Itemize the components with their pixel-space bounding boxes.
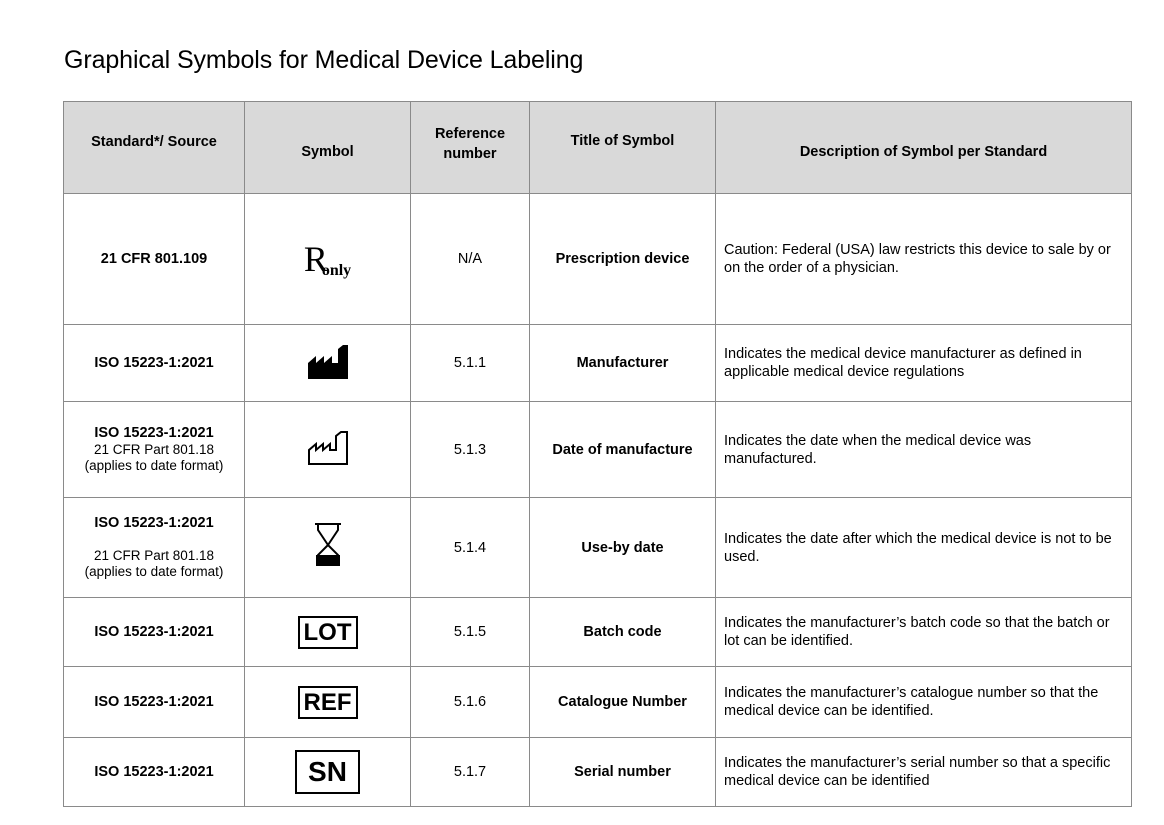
row-title: Use-by date [530, 498, 716, 598]
table-row [64, 598, 1132, 667]
row-source: ISO 15223-1:2021 [64, 598, 245, 667]
row-reference: 5.1.1 [411, 325, 530, 402]
table-row [64, 194, 1132, 325]
symbols-table [63, 101, 1132, 807]
row-title: Catalogue Number [530, 667, 716, 738]
row-source: 21 CFR 801.109 [64, 194, 245, 325]
row-description: Caution: Federal (USA) law restricts this device to sale by or on the order of a physician. [716, 194, 1132, 325]
row-description: Indicates the date after which the medical device is not to be used. [716, 498, 1132, 598]
sn-icon: SN [295, 750, 360, 794]
page-title: Graphical Symbols for Medical Device Labeling [64, 46, 584, 74]
row-symbol [245, 402, 411, 498]
row-symbol [245, 667, 411, 738]
row-source: ISO 15223-1:2021 21 CFR Part 801.18 (applies to date format) [64, 498, 245, 598]
row-description: Indicates the date when the medical device was manufactured. [716, 402, 1132, 498]
row-source: ISO 15223-1:2021 [64, 325, 245, 402]
lot-icon: LOT [298, 616, 358, 649]
row-title: Date of manufacture [530, 402, 716, 498]
row-description: Indicates the manufacturer’s serial number so that a specific medical device can be identified [716, 738, 1132, 807]
row-symbol [245, 194, 411, 325]
header-reference: Reference number [411, 102, 530, 194]
row-reference: 5.1.6 [411, 667, 530, 738]
row-title: Serial number [530, 738, 716, 807]
header-row [64, 102, 1132, 194]
header-title: Title of Symbol [530, 102, 716, 194]
rx-only-icon: Ronly [303, 239, 352, 279]
row-source: ISO 15223-1:2021 [64, 738, 245, 807]
row-symbol [245, 325, 411, 402]
row-source: ISO 15223-1:2021 21 CFR Part 801.18 (applies to date format) [64, 402, 245, 498]
header-symbol: Symbol [245, 102, 411, 194]
row-title: Prescription device [530, 194, 716, 325]
row-symbol [245, 738, 411, 807]
row-title: Batch code [530, 598, 716, 667]
table-row [64, 738, 1132, 807]
table-row [64, 325, 1132, 402]
row-description: Indicates the medical device manufacturer as defined in applicable medical device regulations [716, 325, 1132, 402]
header-description: Description of Symbol per Standard [716, 102, 1132, 194]
header-source: Standard*/ Source [64, 102, 245, 194]
table-row [64, 667, 1132, 738]
row-reference: 5.1.5 [411, 598, 530, 667]
table-row [64, 402, 1132, 498]
row-description: Indicates the manufacturer’s catalogue number so that the medical device can be identified. [716, 667, 1132, 738]
row-reference: 5.1.3 [411, 402, 530, 498]
row-description: Indicates the manufacturer’s batch code so that the batch or lot can be identified. [716, 598, 1132, 667]
ref-icon: REF [298, 686, 358, 719]
row-reference: 5.1.7 [411, 738, 530, 807]
manufacturer-icon [306, 341, 350, 381]
row-title: Manufacturer [530, 325, 716, 402]
row-symbol [245, 498, 411, 598]
row-reference: N/A [411, 194, 530, 325]
hourglass-icon [313, 522, 343, 568]
row-symbol [245, 598, 411, 667]
row-source: ISO 15223-1:2021 [64, 667, 245, 738]
table-row [64, 498, 1132, 598]
date-of-manufacture-icon [306, 427, 350, 467]
row-reference: 5.1.4 [411, 498, 530, 598]
